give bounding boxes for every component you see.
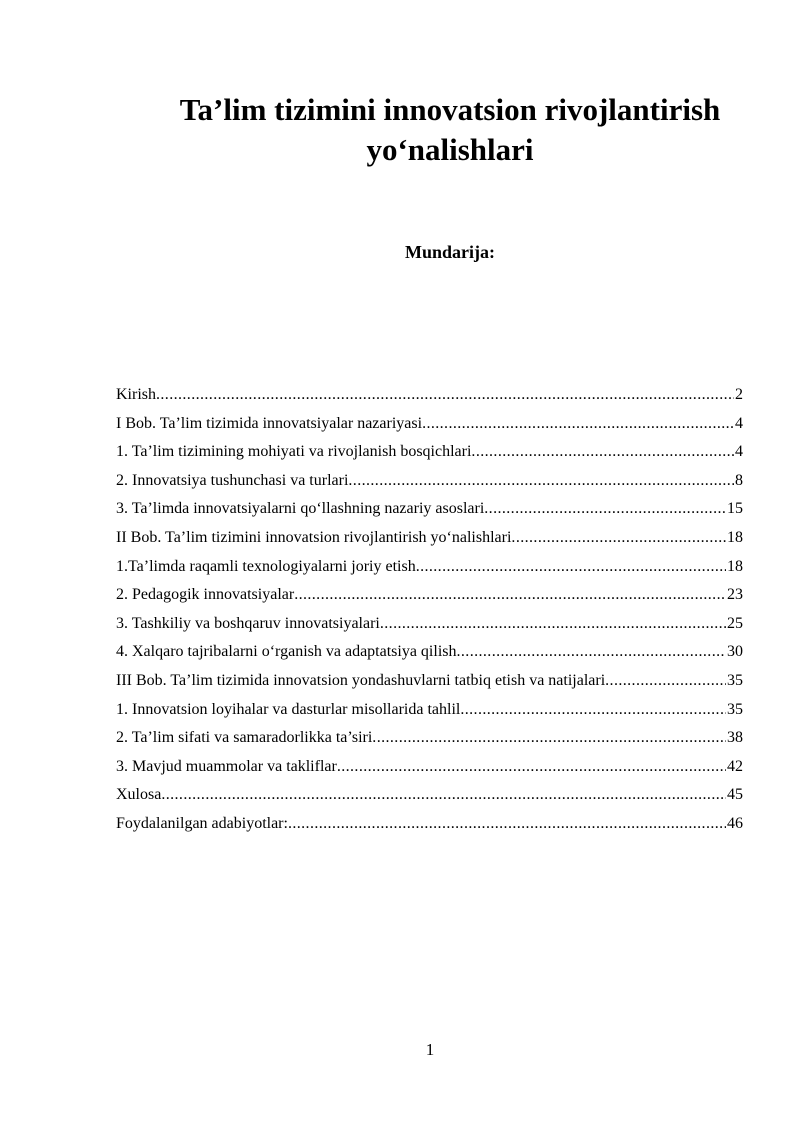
document-title <box>150 90 750 170</box>
toc-entry-page: 46 <box>727 814 743 832</box>
toc-entry-page: 35 <box>727 671 743 689</box>
toc-entry <box>116 667 743 696</box>
toc-leader-dots <box>457 638 727 667</box>
toc-entry-label: 3. Tashkiliy va boshqaruv innovatsiyalari <box>116 614 380 632</box>
toc-entry-page: 23 <box>727 586 743 604</box>
toc-entry <box>116 610 743 639</box>
toc-entry-page: 45 <box>727 786 743 804</box>
toc-entry-page: 35 <box>727 700 743 718</box>
toc-entry-label: 1. Innovatsion loyihalar va dasturlar misollarida tahlil <box>116 700 461 718</box>
toc-leader-dots <box>416 553 726 582</box>
toc-entry-page: 18 <box>727 557 743 575</box>
toc-entry <box>116 753 743 782</box>
toc-leader-dots <box>605 667 726 696</box>
toc-leader-dots <box>484 495 726 524</box>
toc-entry <box>116 581 743 610</box>
toc-entry-page: 4 <box>735 414 743 432</box>
toc-entry-label: 2. Innovatsiya tushunchasi va turlari <box>116 471 349 489</box>
toc-entry-page: 2 <box>735 386 743 403</box>
toc-entry-page: 25 <box>727 614 743 632</box>
page-number: 1 <box>425 1040 435 1059</box>
toc-leader-dots <box>372 724 726 753</box>
toc-leader-dots <box>380 610 726 639</box>
toc-entry <box>116 696 743 725</box>
toc-leader-dots <box>294 581 726 610</box>
toc-leader-dots <box>471 438 734 467</box>
toc-entry-label: I Bob. Ta’lim tizimida innovatsiyalar nazariyasi <box>116 414 423 432</box>
toc-entry <box>116 467 743 496</box>
toc-entry <box>116 810 743 839</box>
toc-leader-dots <box>288 810 726 839</box>
toc-entry-page: 8 <box>735 471 743 489</box>
toc-entry-page: 42 <box>727 757 743 775</box>
toc-leader-dots <box>511 524 726 553</box>
toc-entry <box>116 638 743 667</box>
toc-entry <box>116 495 743 524</box>
toc-entry-label: II Bob. Ta’lim tizimini innovatsion rivojlantirish yo‘nalishlari <box>116 528 512 546</box>
toc-entry-label: 3. Ta’limda innovatsiyalarni qo‘llashning nazariy asoslari <box>116 500 485 518</box>
toc-entry-label: Kirish <box>116 386 156 403</box>
toc-entry-label: 2. Ta’lim sifati va samaradorlikka ta’siri <box>116 729 373 747</box>
toc-leader-dots <box>161 781 726 810</box>
toc-entry <box>116 781 743 810</box>
toc-entry-label: III Bob. Ta’lim tizimida innovatsion yondashuvlarni tatbiq etish va natijalari <box>116 671 606 689</box>
toc-entry-label: 1.Ta’limda raqamli texnologiyalarni joriy etish <box>116 557 416 575</box>
toc-entry-label: 1. Ta’lim tizimining mohiyati va rivojlanish bosqichlari <box>116 443 472 461</box>
toc-entry-page: 30 <box>727 643 743 661</box>
toc-leader-dots <box>348 467 734 496</box>
toc-entry <box>116 724 743 753</box>
toc-heading: Mundarija: <box>405 242 495 262</box>
toc-entry-label: Foydalanilgan adabiyotlar: <box>116 814 288 832</box>
toc-entry-page: 15 <box>727 500 743 518</box>
document-title-line-1: Ta’lim tizimini innovatsion rivojlantirish <box>179 92 721 127</box>
toc-entry-label: 3. Mavjud muammolar va takliflar <box>116 757 337 775</box>
toc-leader-dots <box>337 753 726 782</box>
toc-leader-dots <box>460 696 726 725</box>
table-of-contents <box>116 381 743 839</box>
toc-leader-dots <box>156 381 734 410</box>
toc-entry-label: 4. Xalqaro tajribalarni o‘rganish va adaptatsiya qilish <box>116 643 457 661</box>
toc-entry <box>116 410 743 439</box>
toc-entry-page: 18 <box>727 528 743 546</box>
toc-entry-page: 38 <box>727 729 743 747</box>
document-title-line-2: yo‘nalishlari <box>366 132 534 167</box>
toc-entry <box>116 438 743 467</box>
toc-entry <box>116 524 743 553</box>
toc-entry <box>116 553 743 582</box>
toc-entry-page: 4 <box>735 443 743 461</box>
toc-leader-dots <box>422 410 734 439</box>
toc-entry-label: 2. Pedagogik innovatsiyalar <box>116 586 295 604</box>
toc-entry-label: Xulosa <box>116 786 162 804</box>
toc-entry <box>116 381 743 410</box>
